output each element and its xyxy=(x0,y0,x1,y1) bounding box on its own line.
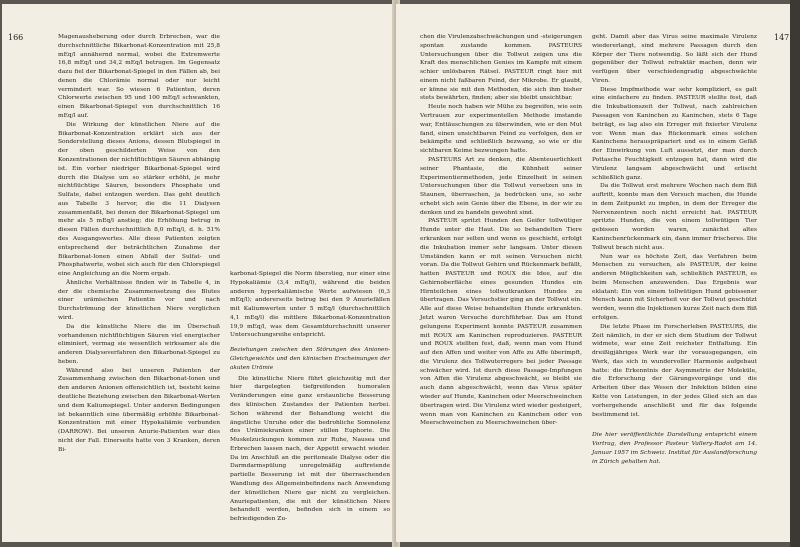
paragraph: Ähnliche Verhältnisse finden wir in Tabelle 4, in der die chemische Zusammensetzung des Blutes einer urämischen Patientin vor und nach Durchströmung der künstlichen Niere verglichen wird. xyxy=(58,279,220,321)
paragraph: Diese Impfmethode war sehr kompliziert, es galt eine einfachere zu finden. PASTEUR stellte fest, daß die Inkubationszeit der Tollwut, nach zahlreichen Passagen von Kaninchen zu Kaninchen, stets 6 Tage beträgt, es lag also ein Erreger mit fixierter Virulenz vor. Wenn man das Rückenmark eines solchen Kaninchens herauspräpariert und es in einem Gefäß der Einwirkung von Luft aussetzt, der man durch Pottasche Feuchtigkeit entzogen hat, dann wird die Virulenz langsam abgeschwächt und erlischt schließlich ganz. xyxy=(592,86,757,181)
scan-edge xyxy=(790,0,800,547)
paragraph: chen die Virulenzabschwächungen und -steigerungen spontan zustande kommen. PASTEURS Untersuchungen über die Tollwut zeigen uns die Kraft des menschlichen Genies im Kampfe mit einem schier unlösbaren Rätsel. PASTEUR ringt hier mit einem nicht faßbaren Feind, der Mikrobe. Er glaubt, er könne sie mit den Methoden, die sich ihm bisher stets bewährten, finden; aber sie bleibt unsichtbar. xyxy=(420,34,582,102)
paragraph: Da die Tollwut erst mehrere Wochen nach dem Biß auftritt, konnte man den Versuch machen, die Hunde in dem Zeitpunkt zu impfen, in dem der Erreger die Nervenzentren noch nicht erreicht hat. PASTEUR spritzte Hunden, die von einem tollwütigen Tier gebissen worden waren, zunächst altes Kaninchenrückenmark ein, dann immer frischeres. Die Tollwut brach nicht aus. xyxy=(592,183,757,251)
paragraph: Da die künstliche Niere die im Überschuß vorhandenen nichtflüchtigen Säuren viel energischer eliminiert, vermag sie wesentlich wirksamer als die anderen Dialyseverfahren den Bikarbonat-Spiegel zu heben. xyxy=(58,323,220,365)
paragraph: Während also bei unseren Patienten der Zusammenhang zwischen den Bikarbonat-Ionen und den anderen Anionen offensichtlich ist, besteht keine deutliche Beziehung zwischen den Bikarbonat-Werten und dem Kaliumspiegel. Unter anderen Bedingungen ist bekanntlich eine übermäßig erhöhte Bikarbonat-Konzentration mit einer Hypokaliämie verbunden (DARROW). Bei unseren Anurie-Patienten war dies nicht der Fall. Einerseits hatte von 3 Kranken, deren Bi- xyxy=(58,367,220,453)
left-column-2 xyxy=(230,270,390,524)
left-page xyxy=(2,4,396,542)
footnote: Die hier veröffentlichte Darstellung entspricht einem Vortrag, den Professor Pasteur Vallery-Radot am 14. Januar 1957 im Schweiz. Institut für Auslandforschung in Zürich gehalten hat. xyxy=(592,432,757,465)
right-page-number: 147 xyxy=(774,33,790,42)
paragraph: PASTEURS Art zu denken, die Abenteuerlichkeit seiner Phantasie, die Kühnheit seiner Experimentiermethoden, jede Einzelheit in seinen Untersuchungen über die Tollwut versetzen uns in Staunen, überraschen, ja bedrücken uns, so sehr erhebt sich sein Genie über die Ebene, in der wir zu denken und zu handeln gewohnt sind. xyxy=(420,156,582,216)
paragraph: karbonat-Spiegel die Norm überstieg, nur einer eine Hypokaliämie (3,4 mEq/l), während die beiden anderen hyperkaliämische Werte aufwiesen (6,3 mEq/l); andererseits betrug bei den 9 Anuriefällen mit Kaliumwerten unter 5 mEq/l (durchschnittlich 4,1 mEq/l) die mittlere Bikarbonat-Konzentration 19,9 mEq/l, was dem Gesamtdurchschnitt unserer Untersuchungsreihe entspricht. xyxy=(230,271,390,339)
section-heading: Beziehungen zwischen den Störungen des Anionen-Gleichgewichts und den klinischen Erscheinungen der akuten Urämie xyxy=(230,347,390,371)
right-column-1 xyxy=(420,33,582,428)
paragraph: Die letzte Phase im Forscherleben PASTEURS, die Zeit nämlich, in der er sich dem Studium der Tollwut widmete, war eine Zeit reichster Entfaltung. Ein dreißigjähriges Werk war ihr vorausgegangen, ein Werk, das sich in wundervoller Harmonie aufgebaut hatte: die Erkenntnis der Asymmetrie der Moleküle, die Erforschung der Gärungsvorgänge und die Arbeiten über das Wesen der Infektion bilden eine Kette von Leistungen, in der jedes Glied sich an das vorhergehende anschließt und für das folgende bestimmend ist. xyxy=(592,323,757,418)
right-column-2 xyxy=(592,33,757,467)
paragraph: Heute noch haben wir Mühe zu begreifen, wie sein Vertrauen zur experimentellen Methode imstande war, Enttäuschungen zu überwinden, wie er den Mut fand, einen unsichtbaren Feind zu verfolgen, den er bekämpfte und schließlich bezwang, so wie er die sichtbaren Keime bezwungen hatte. xyxy=(420,104,582,155)
paragraph: PASTEUR spritzt Hunden den Geifer tollwütiger Hunde unter die Haut. Die so behandelten Tiere erkranken nur selten und wenn es geschieht, erfolgt die Inkubation immer sehr langsam. Unter diesen Umständen kann er mit seinen Versuchen nicht voran. Da die Tollwut Gehirn und Rückenmark befällt, hatten PASTEUR und ROUX die Idee, auf die Gehirnoberfläche eines gesunden Hundes ein Hirnteilchen eines tollwutkranken Hundes zu übertragen. Das Versuchstier ging an der Tollwut ein. Alle auf diese Weise behandelten Hunde erkrankten. Jetzt waren Versuche durchführbar. Das am Hund gelungene Experiment konnte PASTEUR zusammen mit ROUX am Kaninchen reproduzieren. PASTEUR und ROUX stellten fest, daß, wenn man vom Hund auf den Affen und weiter von Affe zu Affe überimpft, die Virulenz des Tollwuterregers bei jeder Passage schwächer wird. Ist durch diese Passage-Impfungen von Affen die Virulenz abgeschwächt, so bleibt sie auch dann abgeschwächt, wenn das Virus später wieder auf Hunde, Kaninchen oder Meerschweinchen übertragen wird. Die Virulenz wird wieder gesteigert, wenn man von Kaninchen zu Kaninchen oder von Meerschweinchen zu Meerschweinchen über- xyxy=(420,218,582,427)
paragraph: geht. Damit aber das Virus seine maximale Virulenz wiedererlangt, sind mehrere Passagen durch den Körper der Tiere notwendig. So läßt sich der Hund gegenüber der Tollwut refraktär machen, denn wir verfügen über verschiedengradig abgeschwächte Viren. xyxy=(592,34,757,84)
right-page xyxy=(396,4,796,542)
paragraph: Die künstliche Niere führt gleichzeitig mit der hier dargelegten tiefgreifenden humoralen Veränderungen eine ganz erstaunliche Besserung des klinischen Zustandes der Patienten herbei. Schon während der Behandlung weicht die ängstliche Unruhe oder die bedrohliche Somnolenz des Urämiekranken einer stillen Euphorie. Die Muskelzuckungen kommen zur Ruhe, Nausea und Erbrechen lassen nach, der Appetit erwacht wieder. Da im Anschluß an die peritoneale Dialyse oder die Darmdarmspülung unregelmäßig auftretende partielle Besserung ist mit der überraschenden Wandlung des Allgemeinbefindens nach Anwendung der künstlichen Niere gar nicht zu vergleichen. Anuriepatienten, die mit der künstlichen Niere behandelt werden, befinden sich in einem so befriedigenden Zu- xyxy=(230,375,390,523)
paragraph: Magenausheberung oder durch Erbrechen, war die durchschnittliche Bikarbonat-Konzentration mit 25,8 mEq/l annähernd normal, wobei die Extremwerte 16,8 mEq/l und 34,2 mEq/l betrugen. Im Gegensatz dazu fiel der Bikarbonat-Spiegel in den Fällen ab, bei denen die Chlorämie normal oder nur leicht vermindert war. So wiesen 6 Patienten, deren Chlorwerte zwischen 95 und 100 mEq/l schwankten, einen Bikarbonat-Spiegel von durchschnittlich 16 mEq/l auf. xyxy=(58,34,220,120)
left-page-number: 166 xyxy=(8,33,24,42)
paragraph: Die Wirkung der künstlichen Niere auf die Bikarbonat-Konzentration erklärt sich aus der Sonderstellung dieses Anions, dessen Blutspiegel in der oben geschilderten Weise von den Konzentrationen der nichtflüchtigen Säuren abhängig ist. Ein vorher niedriger Bikarbonat-Spiegel wird durch die Dialyse um so stärker erhöht, je mehr nichtflüchtige Säuren, besonders Phosphate und Sulfate, dabei entzogen werden. Das geht deutlich aus Tabelle 3 hervor, die die 11 Dialysen zusammenfaßt, bei denen der Bikarbonat-Spiegel um mehr als 5 mEq/l anstieg; die Erhöhung betrug in diesen Fällen durchschnittlich 8,0 mEq/l, d. h. 51% des Ausgangswertes. Alle diese Patienten zeigten entsprechend der beträchtlichen Zunahme der Bikarbonat-Ionen einen Abfall der Sulfat- und Phosphatwerte, wobei sich auch für den Chlorspiegel eine Angleichung an die Norm ergab. xyxy=(58,121,220,278)
left-column-1 xyxy=(58,33,220,455)
paragraph: Nun war es höchste Zeit, das Verfahren beim Menschen zu versuchen, als PASTEUR, der keine anderen Möglichkeiten sah, schließlich PASTEUR, es beim Menschen anzuwenden. Das Ergebnis war eklatant: Ein von einem tollwütigen Hund gebissener Mensch kann mit Sicherheit vor der Tollwut geschützt werden, wenn die Injektionen kurze Zeit nach dem Biß erfolgen. xyxy=(592,253,757,321)
